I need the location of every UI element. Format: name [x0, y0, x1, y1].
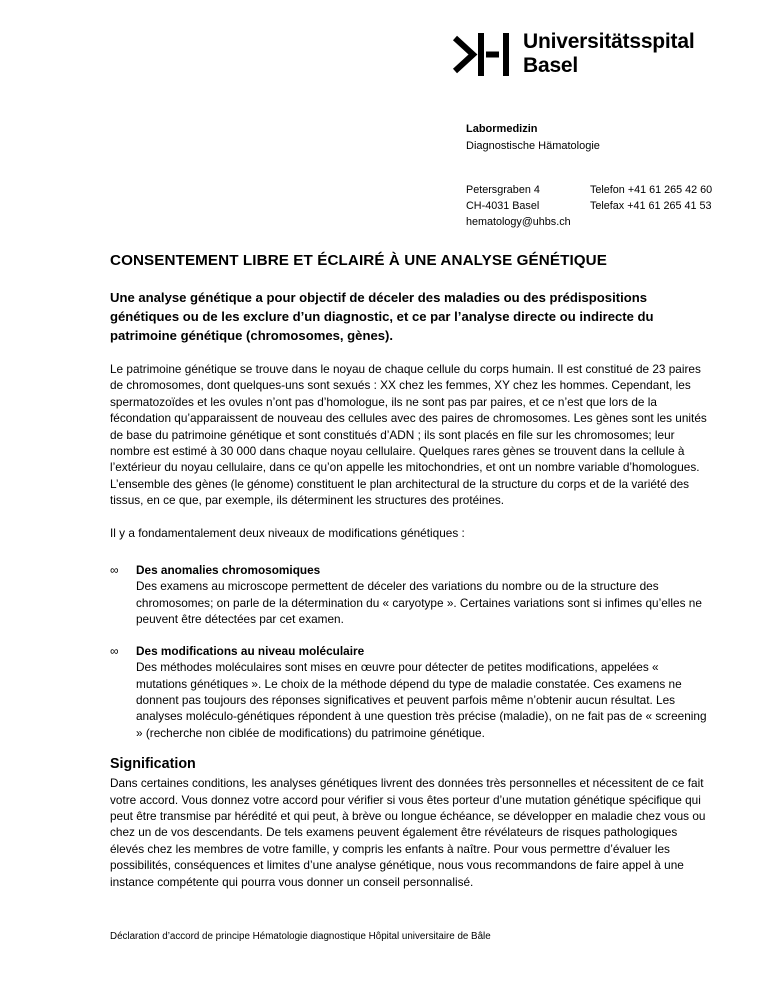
document-body — [110, 252, 711, 906]
document-title: CONSENTEMENT LIBRE ET ÉCLAIRÉ À UNE ANALYSE GÉNÉTIQUE — [110, 252, 607, 269]
bullet-title: Des modifications au niveau moléculaire — [136, 643, 365, 658]
logo-name-line1: Universitätsspital — [523, 30, 695, 53]
bullet-text: Des méthodes moléculaires sont mises en œuvre pour détecter de petites modifications, appelées « mutations génétiques ». Le choix de la méthode dépend du type de maladie constatée. Ces examens ne donnent pas toujours des réponses significatives et peuvent parfois même n’obtenir aucun résultat. Les analyses moléculo-génétiques répondent à une question très précise (maladie), on ne fait pas de « screening » (recherche non ciblée de modifications) du patrimoine génétique. — [136, 660, 707, 740]
bullet-item-molecular-modifications — [110, 643, 711, 741]
department-name: Labormedizin — [466, 123, 538, 135]
document-footer: Déclaration d’accord de principe Hématologie diagnostique Hôpital universitaire de Bâle — [110, 931, 491, 942]
hospital-logo-text — [523, 30, 694, 78]
fax-number: Telefax +41 61 265 41 53 — [590, 200, 712, 212]
bullet-text: Des examens au microscope permettent de déceler des variations du nombre ou de la structure des chromosomes; on parle de la détermination du « caryotype ». Certaines variations sont si infimes qu’elles ne peuvent être détectées par cet examen. — [136, 579, 702, 627]
paragraph-two-levels: Il y a fondamentalement deux niveaux de modifications génétiques : — [110, 525, 465, 540]
paragraph-genetic-heritage: Le patrimoine génétique se trouve dans le noyau de chaque cellule du corps humain. Il est constitué de 23 paires de chromosomes, dont quelques-uns sont sexués : XX chez les femmes, XY chez les hommes. Cependant, les spermatozoïdes et les ovules n’ont pas d’homologue, ils ne sont pas par paires, et ce n’est que lors de la fécondation qu’apparaissent de nouveau des cellules avec des paires de chromosomes. Les gènes sont les unités de base du patrimoine génétique et sont constitués d’ADN ; ils sont placés en file sur les chromosomes; leur nombre est estimé à 30 000 dans chaque noyau cellulaire. Quelques rares gènes se trouvent dans la cellule à l’extérieur du noyau cellulaire, dans ce qu’on appelle les mitochondries, et ont un nombre variable d’homologues. L’ensemble des gènes (le génome) constituent le plan architectural de la structure du corps et de la variété des tissus, en ce que, par exemple, ils déterminent les structures des protéines. — [110, 362, 707, 508]
bullet-title: Des anomalies chromosomiques — [136, 563, 321, 578]
bullet-item-chromosomal-anomalies — [110, 562, 711, 628]
letterhead-contact-block — [466, 121, 712, 230]
intro-paragraph: Une analyse génétique a pour objectif de déceler des maladies ou des prédispositions génétiques ou de les exclure d’un diagnostic, et ce par l’analyse directe ou indirecte du patrimoine génétique (chromosomes, gènes). — [110, 290, 654, 343]
paragraph-signification: Dans certaines conditions, les analyses génétiques livrent des données très personnelles et nécessitent de ce fait votre accord. Vous donnez votre accord pour vérifier si vous êtes porteur d’une mutation génétique spécifique qui peut être transmise par hérédité et qui peut, à brève ou longue échéance, se développer en maladie chez vous ou chez un de vos descendants. De tels examens peuvent également être révélateurs de risques pathologiques élevés chez les membres de votre famille, y compris les enfants à naître. Pour vous permettre d’évaluer les possibilités, conséquences et limites d’une analyse génétique, nous vous recommandons de faire appel à une instance compétente qui pourra vous donner un conseil personnalisé. — [110, 776, 706, 889]
unit-name: Diagnostische Hämatologie — [466, 140, 600, 152]
universitaetsspital-basel-logo-icon — [452, 31, 510, 78]
bullet-body — [136, 562, 711, 628]
address-grid — [466, 182, 712, 230]
infinity-bullet-icon: ∞ — [110, 643, 119, 658]
infinity-bullet-icon: ∞ — [110, 563, 119, 578]
logo-name-line2: Basel — [523, 54, 579, 77]
email-address: hematology@uhbs.ch — [466, 216, 571, 228]
section-heading-signification: Signification — [110, 756, 196, 773]
address-city: CH-4031 Basel — [466, 200, 540, 212]
bullet-body — [136, 643, 711, 741]
address-street: Petersgraben 4 — [466, 184, 540, 196]
phone-number: Telefon +41 61 265 42 60 — [590, 184, 713, 196]
hospital-logo — [452, 30, 694, 78]
